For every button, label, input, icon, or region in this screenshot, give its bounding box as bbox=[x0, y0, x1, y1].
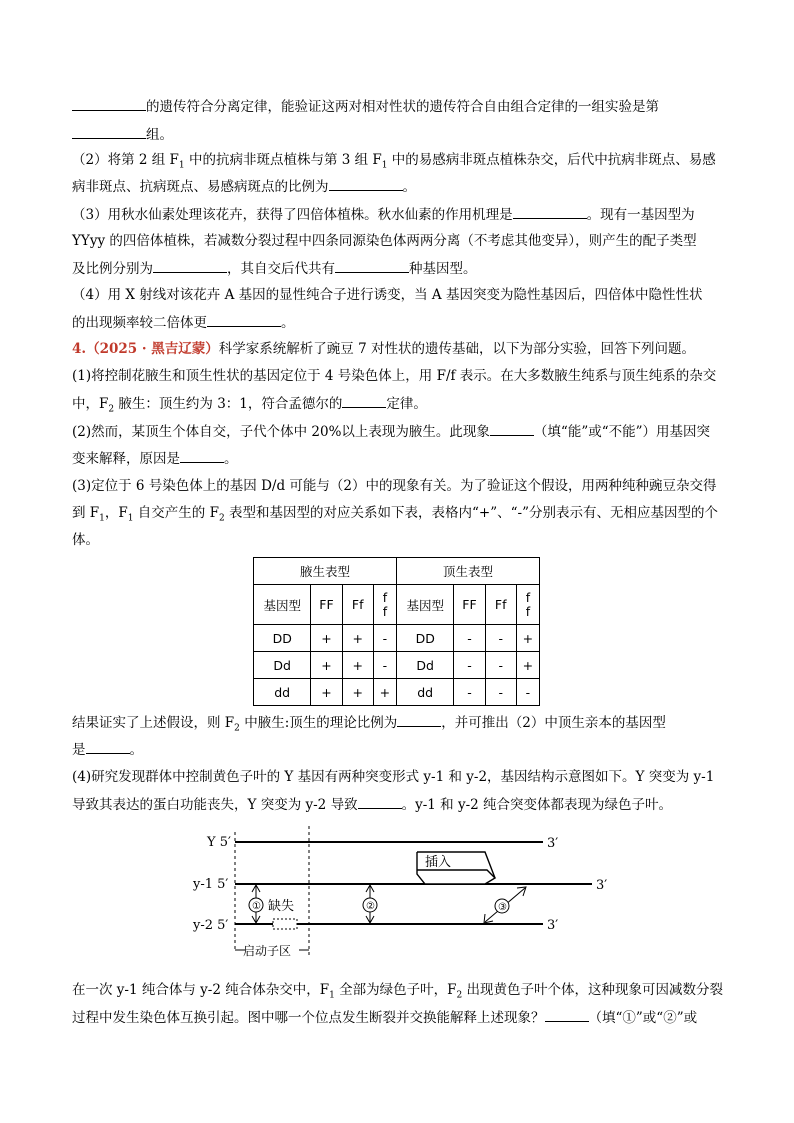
text-line: (3)定位于 6 号染色体上的基因 D/d 可能与（2）中的现象有关。为了验证这个假设，用两种纯种豌豆杂交得 bbox=[72, 478, 717, 494]
three-prime-label: 3′ bbox=[596, 878, 608, 893]
deletion-label: 缺失 bbox=[268, 899, 295, 914]
y1-gene-label: y-1 5′ bbox=[193, 877, 229, 892]
table-row: Dd + + - Dd - - + bbox=[254, 652, 540, 679]
question-4-heading: 4.（2025 · 黑吉辽蒙）科学家系统解析了豌豆 7 对性状的遗传基础，以下为部分实验，回答下列问题。 bbox=[72, 341, 695, 357]
text-line: 结果证实了上述假设，则 $F_2$ 中腋生:顶生的理论比例为 ，并可推出（2）中顶生亲本的基因型 bbox=[72, 712, 666, 739]
text-line: 中，$F_2$ 腋生：顶生约为 3：1，符合孟德尔的 定律。 bbox=[72, 393, 427, 420]
site-3-label: ③ bbox=[498, 902, 507, 913]
table-row: dd + + + dd - - - bbox=[254, 679, 540, 706]
table-header: 腋生表型 bbox=[254, 558, 397, 585]
gene-structure-diagram bbox=[185, 826, 625, 966]
text-line: (1)将控制花腋生和顶生性状的基因定位于 4 号染色体上，用 F/f 表示。在大多数腋生纯系与顶生纯系的杂交 bbox=[72, 368, 717, 384]
y-gene-label: Y 5′ bbox=[207, 835, 231, 850]
text-line: 组。 bbox=[72, 124, 173, 145]
text-line: 过程中发生染色体互换引起。图中哪一个位点发生断裂并交换能解释上述现象？ （填“①”或“②”或 bbox=[72, 1007, 697, 1028]
text-line: 在一次 y-1 纯合体与 y-2 纯合体杂交中，$F_1$ 全部为绿色子叶，$F_2$ 出现黄色子叶个体，这种现象可因减数分裂 bbox=[72, 982, 724, 1001]
text-line: （2）将第 2 组 $F_1$ 中的抗病非斑点植株与第 3 组 $F_1$ 中的易感病非斑点植株杂交，后代中抗病非斑点、易感 bbox=[72, 152, 716, 171]
text-line: 体。 bbox=[72, 532, 99, 548]
y2-gene-label: y-2 5′ bbox=[193, 918, 229, 933]
site-2-label: ② bbox=[366, 901, 375, 912]
text-line: (2)然而，某顶生个体自交，子代个体中 20%以上表现为腋生。此现象 （填“能”或“不能”）用基因突 bbox=[72, 421, 710, 442]
table-subheader: FF bbox=[454, 585, 485, 625]
deletion-box bbox=[273, 919, 297, 929]
three-prime-label: 3′ bbox=[547, 918, 559, 933]
insertion-label: 插入 bbox=[425, 855, 452, 870]
text-line: 变来解释，原因是 。 bbox=[72, 448, 238, 469]
table-subheader: 基因型 bbox=[254, 585, 311, 625]
genotype-table bbox=[253, 557, 540, 706]
table-header: 顶生表型 bbox=[397, 558, 540, 585]
table-subheader: f f bbox=[373, 585, 396, 625]
text-line: （3）用秋水仙素处理该花卉，获得了四倍体植株。秋水仙素的作用机理是 。现有一基因型为 bbox=[72, 204, 695, 225]
text-line: (4)研究发现群体中控制黄色子叶的 Y 基因有两种突变形式 y-1 和 y-2，基因结构示意图如下。Y 突变为 y-1 bbox=[72, 769, 715, 785]
text-line: 的遗传符合分离定律，能验证这两对相对性状的遗传符合自由组合定律的一组实验是第 bbox=[72, 96, 659, 117]
three-prime-label: 3′ bbox=[547, 836, 559, 851]
table-subheader: FF bbox=[311, 585, 342, 625]
table-subheader: f f bbox=[516, 585, 539, 625]
text-line: 及比例分别为 ，其自交后代共有 种基因型。 bbox=[72, 258, 477, 279]
text-line: YYyy 的四倍体植株，若减数分裂过程中四条同源染色体两两分离（不考虑其他变异），则产生的配子类型 bbox=[72, 233, 697, 249]
text-line: 的出现频率较二倍体更 。 bbox=[72, 312, 295, 333]
text-line: 是 。 bbox=[72, 739, 143, 760]
table-subheader: 基因型 bbox=[397, 585, 454, 625]
site-1-label: ① bbox=[252, 901, 261, 912]
table-subheader: Ff bbox=[342, 585, 373, 625]
text-line: 到 $F_1$，$F_1$ 自交产生的 $F_2$ 表型和基因型的对应关系如下表，表格内“+”、“-”分别表示有、无相应基因型的个 bbox=[72, 505, 718, 524]
promoter-label: 启动子区 bbox=[243, 944, 292, 958]
text-line: 导致其表达的蛋白功能丧失，Y 突变为 y-2 导致 。y-1 和 y-2 纯合突变体都表现为绿色子叶。 bbox=[72, 794, 672, 815]
text-line: （4）用 X 射线对该花卉 A 基因的显性纯合子进行诱变，当 A 基因突变为隐性基因后，四倍体中隐性性状 bbox=[72, 287, 703, 303]
table-row: DD + + - DD - - + bbox=[254, 625, 540, 652]
table-subheader: Ff bbox=[485, 585, 516, 625]
text-line: 病非斑点、抗病斑点、易感病斑点的比例为 。 bbox=[72, 176, 416, 197]
